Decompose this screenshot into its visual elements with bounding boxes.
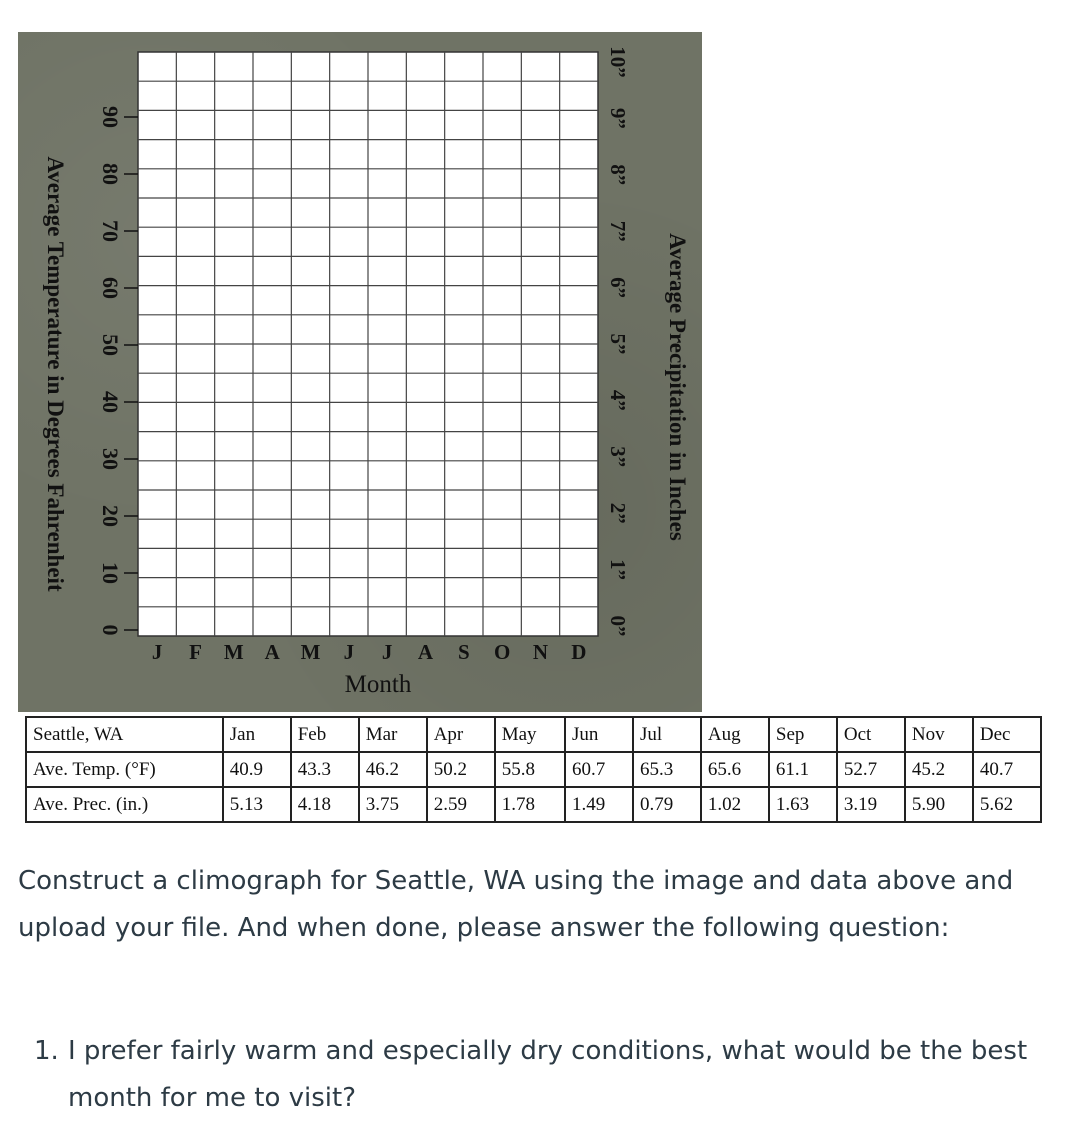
table-row xyxy=(26,752,1041,787)
table-cell: Jan xyxy=(223,717,291,752)
table-cell: 65.6 xyxy=(701,752,769,787)
table-cell: 60.7 xyxy=(565,752,633,787)
table-cell: 1.02 xyxy=(701,787,769,822)
table-cell: 2.59 xyxy=(427,787,495,822)
right-tick-label: 2” xyxy=(606,502,630,524)
right-tick-label: 8” xyxy=(606,164,630,186)
table-cell: 5.62 xyxy=(973,787,1041,822)
left-tick-label: 30 xyxy=(98,448,123,470)
table-cell: Oct xyxy=(837,717,905,752)
table-cell: 40.7 xyxy=(973,752,1041,787)
table-cell: 45.2 xyxy=(905,752,973,787)
table-cell: Feb xyxy=(291,717,359,752)
table-cell: 1.63 xyxy=(769,787,837,822)
right-axis-label: Average Precipitation in Inches xyxy=(665,233,690,541)
table-cell: 52.7 xyxy=(837,752,905,787)
table-cell: 4.18 xyxy=(291,787,359,822)
table-cell: 55.8 xyxy=(495,752,565,787)
left-tick-label: 0 xyxy=(98,624,123,636)
climograph-template xyxy=(18,32,702,712)
table-cell: Apr xyxy=(427,717,495,752)
month-letter-label: O xyxy=(493,640,511,664)
table-cell: Jul xyxy=(633,717,701,752)
table-cell: 40.9 xyxy=(223,752,291,787)
month-letter-label: F xyxy=(189,640,202,664)
table-cell: 65.3 xyxy=(633,752,701,787)
right-tick-label: 9” xyxy=(606,107,630,129)
month-letter-label: J xyxy=(343,640,355,664)
left-tick-label: 70 xyxy=(98,220,123,242)
left-tick-label: 90 xyxy=(98,106,123,128)
right-tick-label: 6” xyxy=(606,277,630,299)
climograph-grid xyxy=(18,32,702,712)
table-cell: Dec xyxy=(973,717,1041,752)
left-tick-label: 80 xyxy=(98,163,123,185)
right-tick-label: 10” xyxy=(606,46,630,78)
x-axis-label: Month xyxy=(344,671,412,698)
table-cell: 1.78 xyxy=(495,787,565,822)
left-tick-label: 10 xyxy=(98,562,123,584)
question-number: 1. xyxy=(34,1036,59,1066)
table-cell: 3.19 xyxy=(837,787,905,822)
table-cell: Jun xyxy=(565,717,633,752)
month-letter-label: A xyxy=(264,640,280,664)
left-axis-label: Average Temperature in Degrees Fahrenheit xyxy=(43,156,68,592)
table-cell: 43.3 xyxy=(291,752,359,787)
table-cell: Aug xyxy=(701,717,769,752)
table-cell: 1.49 xyxy=(565,787,633,822)
table-cell: 50.2 xyxy=(427,752,495,787)
table-cell: 0.79 xyxy=(633,787,701,822)
table-header-row xyxy=(26,717,1041,752)
month-letter-label: S xyxy=(457,640,470,664)
prompt-text: Construct a climograph for Seattle, WA using the image and data above and upload your file. And when done, please answer the following question: xyxy=(18,866,1014,943)
left-tick-label: 50 xyxy=(98,334,123,356)
month-letter-label: A xyxy=(417,640,434,664)
left-tick-label: 20 xyxy=(98,505,123,527)
table-cell: 5.90 xyxy=(905,787,973,822)
month-letter-label: D xyxy=(571,640,587,664)
month-letter-label: J xyxy=(151,640,163,664)
right-tick-label: 0” xyxy=(606,615,630,637)
table-row-label: Seattle, WA xyxy=(26,717,223,752)
table-cell: Mar xyxy=(359,717,427,752)
climate-data-table xyxy=(25,716,1042,823)
month-letter-label: N xyxy=(532,640,549,664)
left-tick-label: 60 xyxy=(98,277,123,299)
right-tick-label: 4” xyxy=(606,389,630,411)
table-cell: 3.75 xyxy=(359,787,427,822)
month-letter-label: M xyxy=(300,640,321,664)
table-cell: 5.13 xyxy=(223,787,291,822)
right-tick-label: 5” xyxy=(606,333,630,355)
table-row xyxy=(26,787,1041,822)
table-cell: Nov xyxy=(905,717,973,752)
question-1 xyxy=(18,1028,1048,1122)
left-tick-label: 40 xyxy=(98,391,123,413)
month-letter-label: J xyxy=(381,640,393,664)
table-cell: 61.1 xyxy=(769,752,837,787)
right-tick-label: 7” xyxy=(606,220,630,242)
table-row-label: Ave. Temp. (°F) xyxy=(26,752,223,787)
right-tick-label: 3” xyxy=(606,446,630,468)
table-cell: 46.2 xyxy=(359,752,427,787)
table-cell: May xyxy=(495,717,565,752)
table-cell: Sep xyxy=(769,717,837,752)
question-text: I prefer fairly warm and especially dry conditions, what would be the best month for me to visit? xyxy=(68,1036,1028,1113)
right-tick-label: 1” xyxy=(606,559,630,581)
table-row-label: Ave. Prec. (in.) xyxy=(26,787,223,822)
month-letter-label: M xyxy=(223,640,244,664)
